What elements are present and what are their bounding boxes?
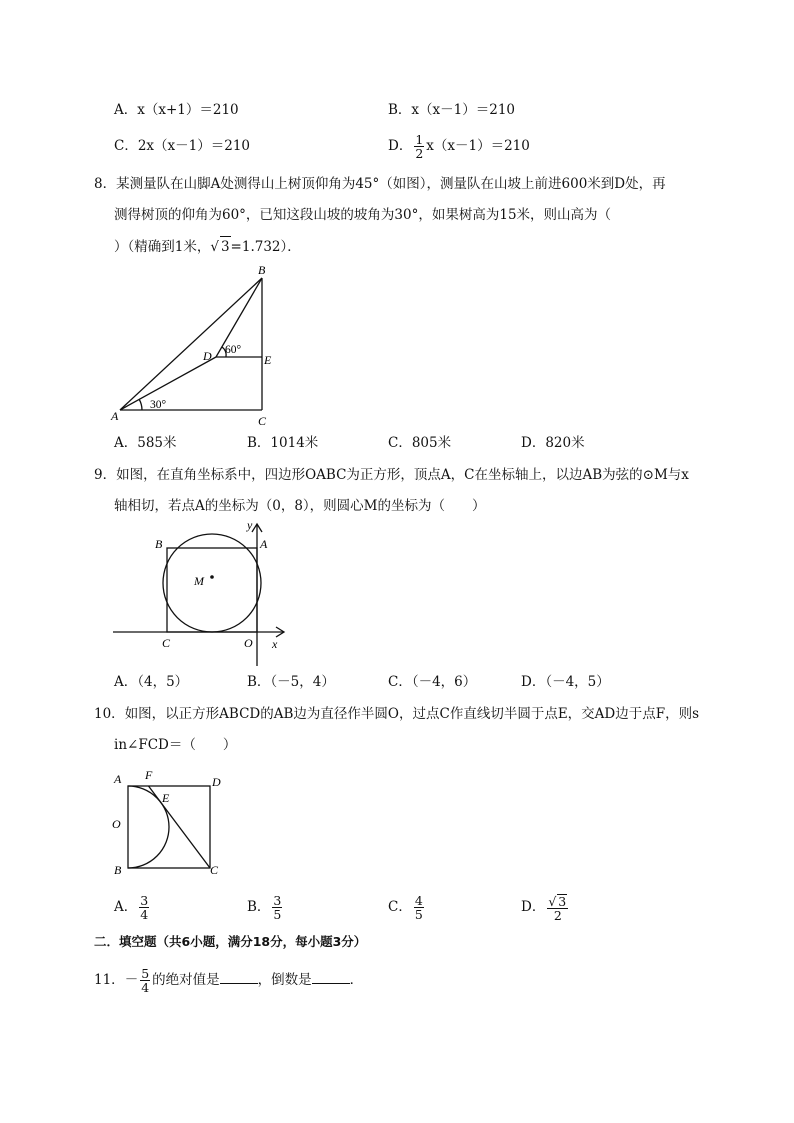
question-text: ）（精确到1米， [114,239,211,255]
option-text: 820米 [545,435,585,451]
option-text: 1014米 [270,435,319,451]
question-number: 11． [94,972,125,988]
q8-option-a [114,433,177,453]
question-number: 8． [94,176,117,192]
option-label: A． [114,899,138,915]
q10-stem-line1 [94,704,699,724]
label-c: C [162,636,171,650]
fraction-denominator: 5 [414,907,423,922]
label-e: E [162,791,170,805]
q7-option-d [388,130,530,162]
question-text: =1.732）． [230,239,301,255]
q10-stem-line2: in∠FCD＝（ ） [114,737,237,753]
label-b: B [114,863,122,877]
q10-option-b [247,890,284,924]
label-e: E [264,353,272,367]
q8-option-c [388,433,451,453]
answer-blank-1[interactable] [220,971,258,984]
q7-option-a [114,100,239,120]
fraction [139,894,149,921]
q7-option-c [114,136,250,156]
angle-arc-30 [139,399,142,410]
question-number: 9． [94,467,117,483]
angle-label-30: 30° [150,399,167,411]
option-label: B． [388,102,412,118]
label-b: B [155,537,163,551]
option-label: D． [521,899,546,915]
label-x: x [272,637,278,651]
q10-option-a [114,890,151,924]
answer-blank-2[interactable] [312,971,350,984]
fraction [140,967,150,994]
label-b: B [258,263,266,277]
option-text: 2x（x－1）＝210 [137,138,251,154]
q8-stem-line3 [114,236,301,257]
question-text: 如图，以正方形ABCD的AB边为直径作半圆O，过点C作直线切半圆于点E，交AD边于点F，则s [124,706,700,722]
option-label: C． [114,138,138,154]
option-label: C． [388,674,412,690]
q9-option-d [521,672,610,692]
option-text: x（x－1）＝210 [426,138,530,154]
q9-option-a [114,672,188,692]
option-label: A． [114,102,138,118]
label-c: C [258,414,267,428]
q8-stem-line2: 测得树顶的仰角为60°，已知这段山坡的坡角为30°，如果树高为15米，则山高为（ [114,207,612,223]
fraction-numerator: 5 [141,966,150,981]
option-label: B． [247,674,271,690]
option-label: D． [388,138,413,154]
q9-diagram [108,518,298,670]
q9-stem-line1 [94,465,689,485]
label-o: O [112,817,121,831]
option-text: x（x+1）＝210 [137,102,239,118]
option-label: A． [114,674,138,690]
fraction-numerator: 3 [140,893,149,908]
center-m-dot [210,575,214,579]
label-a: A [260,537,268,551]
fraction [547,894,568,922]
sqrt-radicand: 3 [220,236,231,257]
option-label: A． [114,435,138,451]
label-a: A [111,409,119,423]
q8-diagram [108,260,288,430]
q10-option-c [388,890,426,924]
question-text: ． [349,972,364,988]
fraction-numerator: 4 [414,893,423,908]
label-m: M [194,574,204,588]
q10-diagram [108,762,233,880]
option-text: 805米 [411,435,452,451]
fraction-numerator [547,894,568,909]
circle-m [163,534,261,632]
fraction-numerator: 3 [273,893,282,908]
option-text: 585米 [137,435,177,451]
option-label: C． [388,435,412,451]
option-label: D． [521,674,546,690]
option-label: C． [388,899,412,915]
label-o: O [244,636,253,650]
q10-option-d [521,890,570,924]
angle-label-60: 60° [225,344,242,356]
q8-stem-line1 [94,174,666,194]
sqrt-sign: √ [210,239,219,255]
label-c: C [210,863,219,877]
option-label: B． [247,899,271,915]
question-text: 某测量队在山脚A处测得山上树顶仰角为45°（如图），测量队在山坡上前进600米到D处，再 [116,176,666,192]
q9-stem-line2: 轴相切，若点A的坐标为（0，8），则圆心M的坐标为（ ） [114,498,486,514]
fraction-denominator: 4 [141,980,150,995]
question-text: 的绝对值是 [152,972,220,988]
square-oabc [167,548,257,632]
question-number: 10． [94,706,125,722]
option-text: （－5，4） [270,674,335,690]
q7-option-b [388,100,515,120]
option-text: x（x－1）＝210 [411,102,516,118]
q9-option-c [388,672,476,692]
fraction [414,894,424,921]
option-text: （－4，5） [545,674,610,690]
question-text: 如图，在直角坐标系中，四边形OABC为正方形，顶点A，C在坐标轴上，以边AB为弦的⊙M与x [116,467,689,483]
option-text: （－4，6） [411,674,477,690]
option-text: （4，5） [137,674,189,690]
sqrt-radicand: 3 [558,893,567,909]
fraction-denominator: 5 [273,907,282,922]
q8-option-b [247,433,318,453]
q9-option-b [247,672,335,692]
option-label: D． [521,435,546,451]
fraction-numerator: 1 [415,132,424,147]
label-f: F [145,768,153,782]
fraction [272,894,282,921]
minus-sign: － [124,972,139,988]
label-d: D [212,775,221,789]
label-y: y [247,518,253,532]
fraction-denominator: 4 [140,907,149,922]
label-a: A [114,772,122,786]
label-d: D [203,349,212,363]
fraction-denominator: 2 [415,146,424,161]
fraction [414,133,424,160]
question-text: ，倒数是 [257,972,312,988]
q8-option-d [521,433,585,453]
q11-stem [94,964,363,996]
option-label: B． [247,435,271,451]
section-title-fill-in: 二．填空题（共6小题，满分18分，每小题3分） [94,934,367,949]
fraction-denominator: 2 [553,907,562,923]
sqrt-sign: √ [548,893,557,909]
